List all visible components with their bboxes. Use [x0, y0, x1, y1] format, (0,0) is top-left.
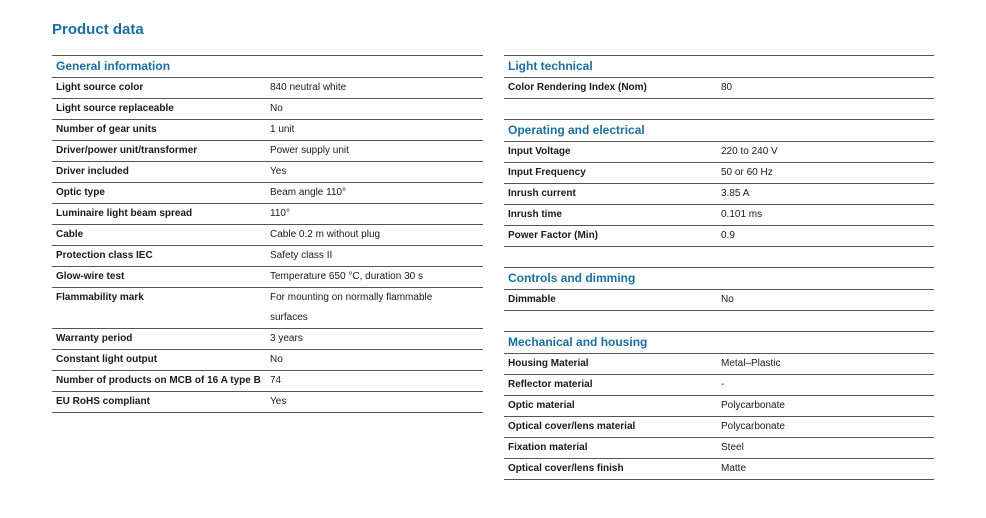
- table-row: [504, 183, 934, 204]
- table-row: [52, 245, 483, 266]
- row-value: Polycarbonate: [721, 421, 785, 432]
- row-value: 74: [270, 375, 282, 386]
- row-label: Color Rendering Index (Nom): [508, 82, 647, 93]
- table-row: [52, 98, 483, 119]
- section-title: Mechanical and housing: [504, 331, 934, 353]
- row-label: Optical cover/lens finish: [508, 463, 624, 474]
- row-value: 50 or 60 Hz: [721, 167, 773, 178]
- right-column: [504, 55, 934, 480]
- row-value: Yes: [270, 396, 287, 407]
- row-value: Beam angle 110°: [270, 187, 347, 198]
- section-divider: [504, 479, 934, 480]
- table-row: [504, 353, 934, 374]
- section-title: Light technical: [504, 55, 934, 77]
- table-row: [52, 349, 483, 370]
- row-label: Driver included: [56, 166, 129, 177]
- table-row: [504, 204, 934, 225]
- row-value: Steel: [721, 442, 744, 453]
- row-value: For mounting on normally flammable surfaces: [270, 292, 433, 323]
- table-row: [504, 225, 934, 246]
- table-row: [52, 203, 483, 224]
- page-title: Product data: [52, 21, 144, 38]
- row-value: No: [270, 103, 283, 114]
- table-row: [504, 416, 934, 437]
- row-value: Matte: [721, 463, 747, 474]
- section-title: General information: [52, 55, 483, 77]
- row-label: Input Voltage: [508, 146, 571, 157]
- section-title: Operating and electrical: [504, 119, 934, 141]
- table-row: [504, 395, 934, 416]
- table-row: [504, 77, 934, 98]
- table-row: [52, 77, 483, 98]
- row-label: Power Factor (Min): [508, 230, 599, 241]
- section-divider: [52, 412, 483, 434]
- row-value: Safety class II: [270, 250, 333, 261]
- row-label: Fixation material: [508, 442, 588, 453]
- section-title: Controls and dimming: [504, 267, 934, 289]
- row-label: Constant light output: [56, 354, 158, 365]
- row-label: Number of gear units: [56, 124, 157, 135]
- section-general-information: [52, 55, 483, 434]
- row-label: Input Frequency: [508, 167, 586, 178]
- row-label: Optic material: [508, 400, 575, 411]
- row-value: Metal–Plastic: [721, 358, 781, 369]
- row-label: Glow-wire test: [56, 271, 125, 282]
- table-row: [52, 391, 483, 412]
- row-label: Flammability mark: [56, 292, 144, 303]
- section-light-technical: [504, 55, 934, 119]
- row-label: Luminaire light beam spread: [56, 208, 193, 219]
- table-row: [52, 161, 483, 182]
- row-label: Driver/power unit/transformer: [56, 145, 198, 156]
- row-value: Power supply unit: [270, 145, 349, 156]
- row-label: Warranty period: [56, 333, 133, 344]
- row-label: Inrush current: [508, 188, 576, 199]
- row-value: -: [721, 379, 725, 390]
- row-value: Yes: [270, 166, 287, 177]
- row-label: Reflector material: [508, 379, 593, 390]
- row-value: No: [270, 354, 283, 365]
- table-row: [504, 374, 934, 395]
- row-value: 3 years: [270, 333, 303, 344]
- row-value: 3.85 A: [721, 188, 750, 199]
- row-label: Cable: [56, 229, 84, 240]
- table-row: [52, 370, 483, 391]
- row-value: 80: [721, 82, 733, 93]
- table-row: [52, 224, 483, 245]
- section-divider: [504, 246, 934, 267]
- row-value: 220 to 240 V: [721, 146, 778, 157]
- table-row: [504, 141, 934, 162]
- table-row: [52, 119, 483, 140]
- section-divider: [504, 310, 934, 331]
- table-row: [504, 289, 934, 310]
- section-mechanical-and-housing: [504, 331, 934, 480]
- row-value: Temperature 650 °C, duration 30 s: [270, 271, 423, 282]
- left-column: [52, 55, 483, 434]
- row-value: Polycarbonate: [721, 400, 785, 411]
- row-label: Dimmable: [508, 294, 556, 305]
- row-label: Housing Material: [508, 358, 589, 369]
- row-value: No: [721, 294, 734, 305]
- row-value: 0.9: [721, 230, 735, 241]
- section-divider: [504, 98, 934, 119]
- row-value: 0.101 ms: [721, 209, 763, 220]
- table-row: [52, 266, 483, 287]
- row-label: Optic type: [56, 187, 105, 198]
- row-label: Inrush time: [508, 209, 562, 220]
- table-row: [504, 458, 934, 479]
- table-row: [504, 437, 934, 458]
- table-row: [52, 287, 483, 328]
- table-row: [504, 162, 934, 183]
- table-row: [52, 328, 483, 349]
- row-label: Number of products on MCB of 16 A type B: [56, 375, 261, 386]
- table-row: [52, 182, 483, 203]
- row-label: EU RoHS compliant: [56, 396, 150, 407]
- row-label: Protection class IEC: [56, 250, 153, 261]
- row-value: 1 unit: [270, 124, 295, 135]
- row-label: Optical cover/lens material: [508, 421, 636, 432]
- row-label: Light source color: [56, 82, 144, 93]
- section-operating-and-electrical: [504, 119, 934, 267]
- table-row: [52, 140, 483, 161]
- row-value: Cable 0.2 m without plug: [270, 229, 381, 240]
- row-label: Light source replaceable: [56, 103, 174, 114]
- row-value: 110°: [270, 208, 290, 219]
- section-controls-and-dimming: [504, 267, 934, 331]
- row-value: 840 neutral white: [270, 82, 347, 93]
